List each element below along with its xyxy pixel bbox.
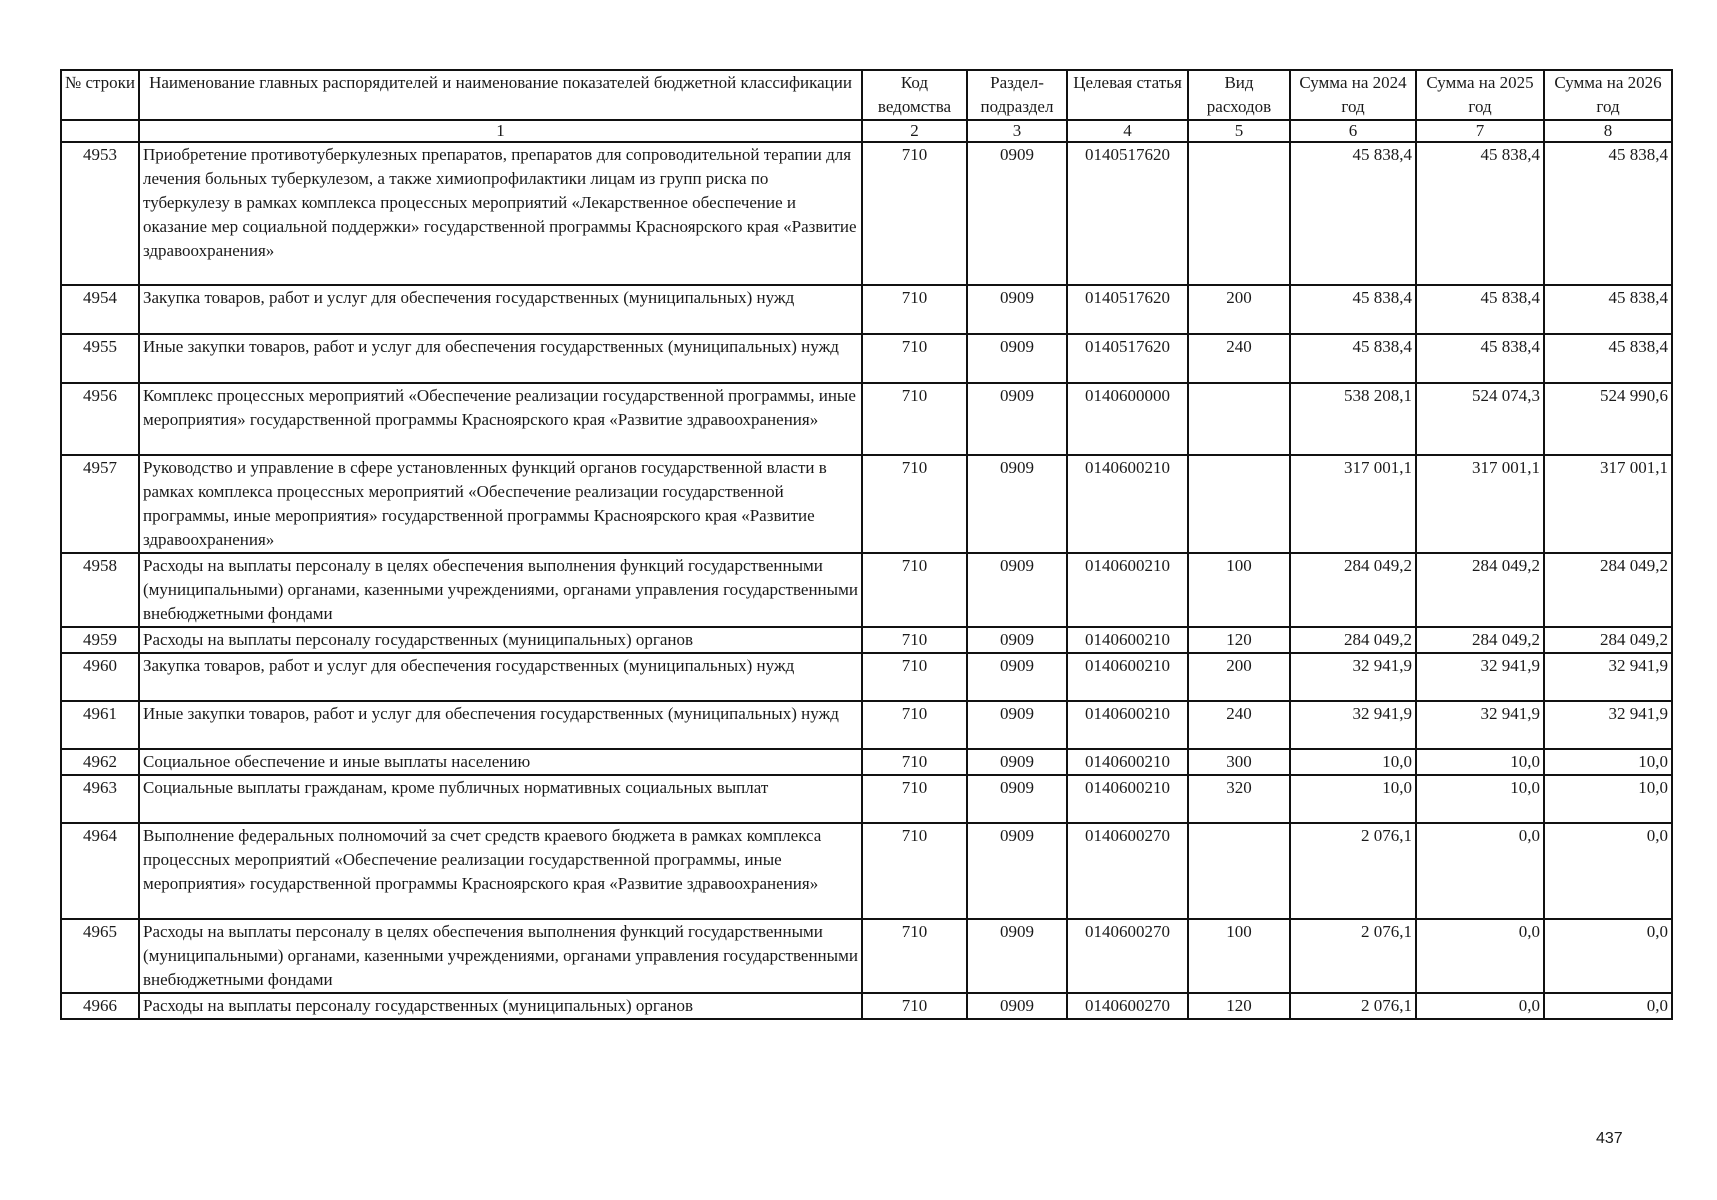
- row-sum-2026: 0,0: [1544, 919, 1672, 993]
- row-csr: 0140600270: [1067, 823, 1188, 919]
- row-number: 4963: [61, 775, 139, 823]
- row-csr: 0140517620: [1067, 334, 1188, 383]
- row-vr: 240: [1188, 701, 1290, 749]
- row-sum-2024: 284 049,2: [1290, 553, 1416, 627]
- header-row-number: № строки: [61, 70, 139, 120]
- header-row: [61, 70, 1672, 120]
- row-sum-2025: 0,0: [1416, 993, 1544, 1019]
- row-number: 4955: [61, 334, 139, 383]
- row-number: 4962: [61, 749, 139, 775]
- row-ved: 710: [862, 775, 967, 823]
- row-vr: [1188, 142, 1290, 285]
- row-number: 4965: [61, 919, 139, 993]
- row-vr: [1188, 823, 1290, 919]
- row-name: Иные закупки товаров, работ и услуг для обеспечения государственных (муниципальных) нужд: [139, 334, 862, 383]
- row-csr: 0140600210: [1067, 455, 1188, 553]
- row-sum-2026: 45 838,4: [1544, 142, 1672, 285]
- row-number: 4966: [61, 993, 139, 1019]
- row-razdel: 0909: [967, 993, 1067, 1019]
- row-vr: 300: [1188, 749, 1290, 775]
- row-name: Комплекс процессных мероприятий «Обеспечение реализации государственной программы, иные мероприятия» государственной программы Красноярского края «Развитие здравоохранения»: [139, 383, 862, 455]
- header-name: Наименование главных распорядителей и наименование показателей бюджетной классификации: [139, 70, 862, 120]
- row-vr: 200: [1188, 285, 1290, 334]
- row-sum-2024: 2 076,1: [1290, 993, 1416, 1019]
- row-number: 4956: [61, 383, 139, 455]
- table-row: [61, 919, 1672, 993]
- row-razdel: 0909: [967, 553, 1067, 627]
- row-name: Расходы на выплаты персоналу государственных (муниципальных) органов: [139, 993, 862, 1019]
- header-csr: Целевая статья: [1067, 70, 1188, 120]
- row-sum-2026: 284 049,2: [1544, 553, 1672, 627]
- row-vr: 200: [1188, 653, 1290, 701]
- row-sum-2024: 10,0: [1290, 749, 1416, 775]
- row-vr: 100: [1188, 553, 1290, 627]
- row-csr: 0140600270: [1067, 919, 1188, 993]
- row-razdel: 0909: [967, 775, 1067, 823]
- header-sum-2025: Сумма на 2025 год: [1416, 70, 1544, 120]
- row-ved: 710: [862, 553, 967, 627]
- row-sum-2024: 45 838,4: [1290, 142, 1416, 285]
- row-csr: 0140600210: [1067, 553, 1188, 627]
- row-name: Приобретение противотуберкулезных препаратов, препаратов для сопроводительной терапии для лечения больных туберкулезом, а также химиопрофилактики лицам из групп риска по туберкулезу в рамках комплекса процессных мероприятий «Лекарственное обеспечение и оказание мер социальной поддержки» государственной программы Красноярского края «Развитие здравоохранения»: [139, 142, 862, 285]
- row-csr: 0140600210: [1067, 749, 1188, 775]
- row-razdel: 0909: [967, 749, 1067, 775]
- table-row: [61, 701, 1672, 749]
- row-sum-2024: 32 941,9: [1290, 701, 1416, 749]
- row-vr: 120: [1188, 627, 1290, 653]
- row-number: 4957: [61, 455, 139, 553]
- row-sum-2026: 0,0: [1544, 823, 1672, 919]
- column-numbers-row: [61, 120, 1672, 142]
- row-vr: 240: [1188, 334, 1290, 383]
- row-sum-2025: 10,0: [1416, 749, 1544, 775]
- row-csr: 0140517620: [1067, 142, 1188, 285]
- row-ved: 710: [862, 285, 967, 334]
- row-sum-2025: 32 941,9: [1416, 701, 1544, 749]
- row-sum-2026: 0,0: [1544, 993, 1672, 1019]
- table-row: [61, 749, 1672, 775]
- row-ved: 710: [862, 749, 967, 775]
- row-ved: 710: [862, 701, 967, 749]
- row-ved: 710: [862, 627, 967, 653]
- row-ved: 710: [862, 142, 967, 285]
- row-vr: 100: [1188, 919, 1290, 993]
- row-csr: 0140600210: [1067, 627, 1188, 653]
- row-ved: 710: [862, 383, 967, 455]
- table-row: [61, 775, 1672, 823]
- column-number: 8: [1544, 120, 1672, 142]
- header-ved: Код ведомства: [862, 70, 967, 120]
- column-number: 4: [1067, 120, 1188, 142]
- row-csr: 0140600000: [1067, 383, 1188, 455]
- row-name: Выполнение федеральных полномочий за счет средств краевого бюджета в рамках комплекса процессных мероприятий «Обеспечение реализации государственной программы, иные мероприятия» государственной программы Красноярского края «Развитие здравоохранения»: [139, 823, 862, 919]
- header-vr: Вид расходов: [1188, 70, 1290, 120]
- row-csr: 0140600210: [1067, 653, 1188, 701]
- table-row: [61, 653, 1672, 701]
- row-vr: 120: [1188, 993, 1290, 1019]
- row-vr: 320: [1188, 775, 1290, 823]
- row-razdel: 0909: [967, 823, 1067, 919]
- row-name: Расходы на выплаты персоналу в целях обеспечения выполнения функций государственными (муниципальными) органами, казенными учреждениями, органами управления государственными внебюджетными фондами: [139, 553, 862, 627]
- row-sum-2025: 0,0: [1416, 919, 1544, 993]
- row-sum-2026: 32 941,9: [1544, 653, 1672, 701]
- row-number: 4961: [61, 701, 139, 749]
- row-name: Социальные выплаты гражданам, кроме публичных нормативных социальных выплат: [139, 775, 862, 823]
- row-sum-2025: 284 049,2: [1416, 553, 1544, 627]
- row-sum-2025: 317 001,1: [1416, 455, 1544, 553]
- header-sum-2024: Сумма на 2024 год: [1290, 70, 1416, 120]
- row-sum-2024: 2 076,1: [1290, 823, 1416, 919]
- table-row: [61, 383, 1672, 455]
- row-sum-2025: 45 838,4: [1416, 285, 1544, 334]
- row-sum-2024: 317 001,1: [1290, 455, 1416, 553]
- row-razdel: 0909: [967, 334, 1067, 383]
- row-ved: 710: [862, 653, 967, 701]
- row-sum-2024: 284 049,2: [1290, 627, 1416, 653]
- row-sum-2024: 538 208,1: [1290, 383, 1416, 455]
- row-sum-2026: 10,0: [1544, 749, 1672, 775]
- row-ved: 710: [862, 455, 967, 553]
- row-razdel: 0909: [967, 455, 1067, 553]
- row-number: 4959: [61, 627, 139, 653]
- row-name: Расходы на выплаты персоналу в целях обеспечения выполнения функций государственными (муниципальными) органами, казенными учреждениями, органами управления государственными внебюджетными фондами: [139, 919, 862, 993]
- row-name: Руководство и управление в сфере установленных функций органов государственной власти в рамках комплекса процессных мероприятий «Обеспечение реализации государственной программы, иные мероприятия» государственной программы Красноярского края «Развитие здравоохранения»: [139, 455, 862, 553]
- row-ved: 710: [862, 334, 967, 383]
- row-sum-2024: 45 838,4: [1290, 285, 1416, 334]
- row-sum-2024: 32 941,9: [1290, 653, 1416, 701]
- column-number: 6: [1290, 120, 1416, 142]
- table-row: [61, 823, 1672, 919]
- row-sum-2024: 10,0: [1290, 775, 1416, 823]
- table-row: [61, 553, 1672, 627]
- column-number: 3: [967, 120, 1067, 142]
- row-sum-2026: 45 838,4: [1544, 285, 1672, 334]
- table-row: [61, 455, 1672, 553]
- row-sum-2024: 2 076,1: [1290, 919, 1416, 993]
- table-row: [61, 334, 1672, 383]
- table-row: [61, 627, 1672, 653]
- row-name: Расходы на выплаты персоналу государственных (муниципальных) органов: [139, 627, 862, 653]
- page-number: 437: [1596, 1130, 1623, 1147]
- table-row: [61, 142, 1672, 285]
- row-number: 4954: [61, 285, 139, 334]
- row-name: Закупка товаров, работ и услуг для обеспечения государственных (муниципальных) нужд: [139, 285, 862, 334]
- column-number: 7: [1416, 120, 1544, 142]
- table-row: [61, 993, 1672, 1019]
- row-sum-2026: 10,0: [1544, 775, 1672, 823]
- column-number: 1: [139, 120, 862, 142]
- column-number: 2: [862, 120, 967, 142]
- row-sum-2025: 32 941,9: [1416, 653, 1544, 701]
- row-razdel: 0909: [967, 142, 1067, 285]
- row-vr: [1188, 383, 1290, 455]
- row-sum-2024: 45 838,4: [1290, 334, 1416, 383]
- row-number: 4953: [61, 142, 139, 285]
- column-number: 5: [1188, 120, 1290, 142]
- row-sum-2025: 45 838,4: [1416, 142, 1544, 285]
- row-ved: 710: [862, 993, 967, 1019]
- row-number: 4960: [61, 653, 139, 701]
- row-sum-2025: 284 049,2: [1416, 627, 1544, 653]
- row-ved: 710: [862, 823, 967, 919]
- row-number: 4964: [61, 823, 139, 919]
- row-sum-2025: 10,0: [1416, 775, 1544, 823]
- table-row: [61, 285, 1672, 334]
- row-razdel: 0909: [967, 701, 1067, 749]
- row-sum-2026: 45 838,4: [1544, 334, 1672, 383]
- column-number: [61, 120, 139, 142]
- budget-table: [60, 69, 1673, 1020]
- budget-sheet: [60, 69, 1671, 1020]
- row-razdel: 0909: [967, 285, 1067, 334]
- header-razdel: Раздел-подраздел: [967, 70, 1067, 120]
- row-sum-2025: 0,0: [1416, 823, 1544, 919]
- row-name: Иные закупки товаров, работ и услуг для обеспечения государственных (муниципальных) нужд: [139, 701, 862, 749]
- row-sum-2026: 524 990,6: [1544, 383, 1672, 455]
- row-csr: 0140600210: [1067, 701, 1188, 749]
- row-number: 4958: [61, 553, 139, 627]
- row-sum-2026: 284 049,2: [1544, 627, 1672, 653]
- row-name: Закупка товаров, работ и услуг для обеспечения государственных (муниципальных) нужд: [139, 653, 862, 701]
- row-csr: 0140600270: [1067, 993, 1188, 1019]
- header-sum-2026: Сумма на 2026 год: [1544, 70, 1672, 120]
- row-vr: [1188, 455, 1290, 553]
- row-ved: 710: [862, 919, 967, 993]
- row-sum-2026: 317 001,1: [1544, 455, 1672, 553]
- row-razdel: 0909: [967, 919, 1067, 993]
- row-razdel: 0909: [967, 653, 1067, 701]
- row-razdel: 0909: [967, 383, 1067, 455]
- row-sum-2026: 32 941,9: [1544, 701, 1672, 749]
- row-csr: 0140517620: [1067, 285, 1188, 334]
- row-razdel: 0909: [967, 627, 1067, 653]
- row-sum-2025: 524 074,3: [1416, 383, 1544, 455]
- row-name: Социальное обеспечение и иные выплаты населению: [139, 749, 862, 775]
- row-sum-2025: 45 838,4: [1416, 334, 1544, 383]
- row-csr: 0140600210: [1067, 775, 1188, 823]
